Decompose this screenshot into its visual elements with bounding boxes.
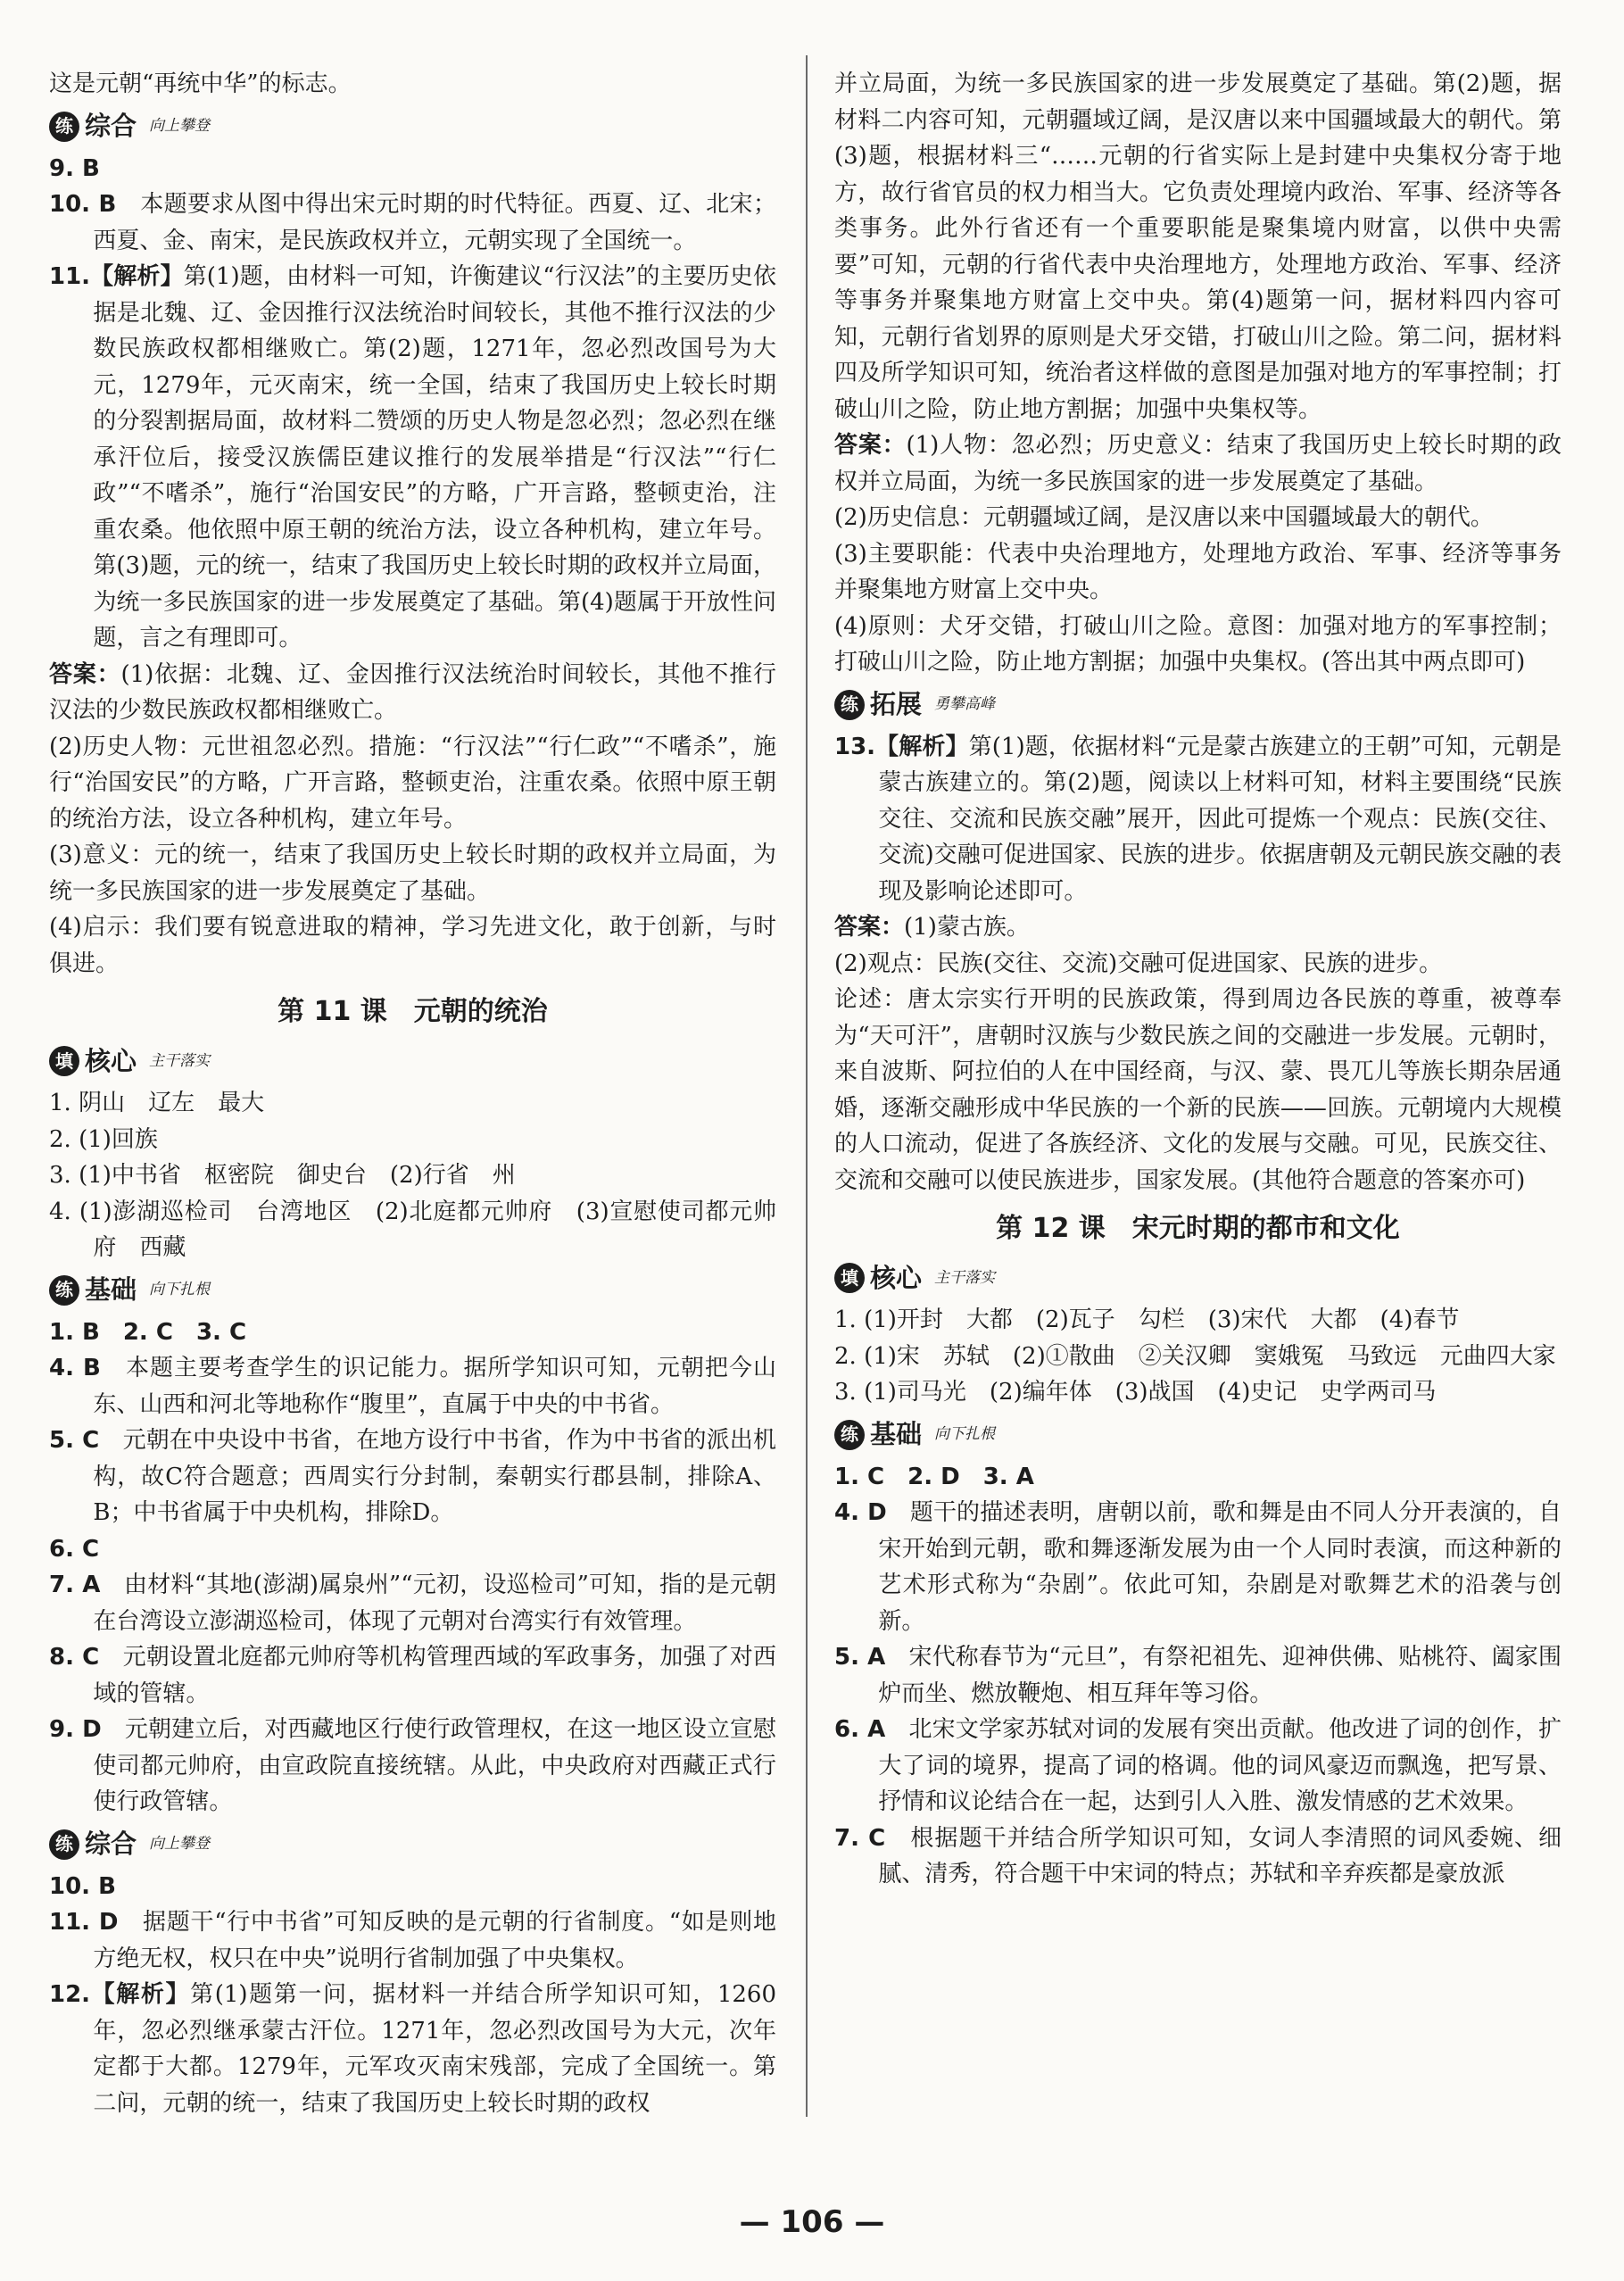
item-text: 第(1)题，由材料一可知，许衡建议“行汉法”的主要历史依据是北魏、辽、金因推行汉法统治时间较长，其他不推行汉法的少数民族政权都相继败亡。第(2)题，1271年，忽必烈改国号为大元，1279年，元灭南宋，统一全国，结束了我国历史上较长时期的分裂割据局面，故材料二赞颂的历史人物是忽必烈；忽必烈在继承汗位后，接受汉族儒臣建议推行的发展举措是“行汉法”“行仁政”“不嗜杀”，施行“治国安民”的方略，广开言路，整顿吏治，注重农桑。他依照中原王朝的统治方法，设立各种机构，建立年号。第(3)题，元的统一，结束了我国历史上较长时期的政权并立局面，为统一多民族国家的进一步发展奠定了基础。第(4)题属于开放性问题，言之有理即可。 xyxy=(93,263,776,651)
item-number: 9. B xyxy=(49,154,100,182)
answer-text: (1)蒙古族。 xyxy=(904,914,1030,941)
analysis-tag: 【解析】 xyxy=(875,733,969,760)
answer-item xyxy=(49,1712,776,1821)
item-text: 本题要求从图中得出宋元时期的时代特征。西夏、辽、北宋；西夏、金、南宋，是民族政权并立，元朝实现了全国统一。 xyxy=(93,191,776,254)
section-title: 核心 xyxy=(85,1045,137,1076)
answer-item xyxy=(49,1639,776,1712)
item-text: 题干的描述表明，唐朝以前，歌和舞是由不同人分开表演的，自宋开始到元朝，歌和舞逐渐发展为由一个人同时表演，而这种新的艺术形式称为“杂剧”。依此可知，杂剧是对歌舞艺术的沿袭与创新。 xyxy=(878,1499,1562,1635)
lesson-title: 第 12 课 宋元时期的都市和文化 xyxy=(996,1213,1400,1244)
item-number: 6. A xyxy=(834,1716,886,1743)
fill-badge-icon: 填 xyxy=(49,1046,79,1076)
item-number: 9. D xyxy=(49,1716,102,1743)
answer-line: 1. (1)开封 大都 (2)瓦子 勾栏 (3)宋代 大都 (4)春节 xyxy=(834,1306,1460,1333)
item-number: 5. C xyxy=(49,1427,100,1454)
answer-line: (3)意义：元的统一，结束了我国历史上较长时期的政权并立局面，为统一多民族国家的进一步发展奠定了基础。 xyxy=(49,842,776,905)
item-number: 5. A xyxy=(834,1644,886,1671)
item-text: 本题主要考查学生的识记能力。据所学知识可知，元朝把今山东、山西和河北等地称作“腹里”，直属于中央的中书省。 xyxy=(93,1355,776,1418)
item-number: 8. C xyxy=(49,1644,100,1671)
item-number: 7. C xyxy=(834,1824,886,1852)
text-line: 这是元朝“再统中华”的标志。 xyxy=(49,71,352,97)
item-text: 第(1)题，依据材料“元是蒙古族建立的王朝”可知，元朝是蒙古族建立的。第(2)题，阅读以上材料可知，材料主要围绕“民族交往、交流和民族交融”展开，因此可提炼一个观点：民族(交往、交流)交融可促进国家、民族的进步。依据唐朝及元朝民族交融的表现及影响论述即可。 xyxy=(878,733,1562,905)
answer-line xyxy=(834,427,1562,500)
practice-badge-icon: 练 xyxy=(49,112,79,142)
text-line: 并立局面，为统一多民族国家的进一步发展奠定了基础。第(2)题，据材料二内容可知，元朝疆域辽阔，是汉唐以来中国疆域最大的朝代。第(3)题，根据材料三“……元朝的行省实际上是封建中央集权分寄于地方，故行省官员的权力相当大。它负责处理境内政治、军事、经济等各类事务。此外行省还有一个重要职能是聚集境内财富，以供中央需要”可知，元朝的行省代表中央治理地方，处理地方政治、军事、经济等事务并聚集地方财富上交中央。第(4)题第一问，据材料四内容可知，元朝行省划界的原则是犬牙交错，打破山川之险。第二问，据材料四及所学知识可知，统治者这样做的意图是加强对地方的军事控制；打破山川之险，防止地方割据；加强中央集权等。 xyxy=(834,71,1562,423)
item-number: 4. B xyxy=(49,1355,101,1381)
section-title: 核心 xyxy=(870,1262,923,1293)
answer-line: (2)历史人物：元世祖忽必烈。措施：“行汉法”“行仁政”“不嗜杀”，施行“治国安民”的方略，广开言路，整顿吏治，注重农桑。依照中原王朝的统治方法，设立各种机构，建立年号。 xyxy=(49,733,776,833)
item-number: 7. A xyxy=(49,1572,101,1598)
answer-item xyxy=(834,1495,1562,1639)
answer-text: (1)人物：忽必烈；历史意义：结束了我国历史上较长时期的政权并立局面，为统一多民族国家的进一步发展奠定了基础。 xyxy=(834,432,1562,495)
answer-line: 2. (1)宋 苏轼 (2)①散曲 ②关汉卿 窦娥冤 马致远 元曲四大家 xyxy=(834,1342,1556,1370)
answer-line xyxy=(834,909,1562,946)
item-number: 12. xyxy=(49,1981,91,2008)
section-title: 综合 xyxy=(85,111,137,142)
answer-line: 1. B 2. C 3. C xyxy=(49,1318,247,1346)
section-subtitle: 向上攀登 xyxy=(149,1835,211,1854)
analysis-tag: 【解析】 xyxy=(90,263,184,290)
left-column xyxy=(49,66,776,2121)
section-header-hexin xyxy=(49,1041,776,1082)
section-subtitle: 向上攀登 xyxy=(149,117,211,136)
item-number: 10. B xyxy=(49,1872,116,1900)
answer-text: (1)依据：北魏、辽、金因推行汉法统治时间较长，其他不推行汉法的少数民族政权都相继败亡。 xyxy=(49,660,776,724)
answer-line: 论述：唐太宗实行开明的民族政策，得到周边各民族的尊重，被尊奉为“天可汗”，唐朝时汉族与少数民族之间的交融进一步发展。元朝时，来自波斯、阿拉伯的人在中国经商，与汉、蒙、畏兀儿等族长期杂居通婚，逐渐交融形成中华民族的一个新的民族——回族。元朝境内大规模的人口流动，促进了各族经济、文化的发展与交融。可见，民族交往、交流和交融可以使民族进步，国家发展。(其他符合题意的答案亦可) xyxy=(834,986,1562,1194)
page-number: — 106 — xyxy=(739,2204,885,2240)
answer-item xyxy=(49,1567,776,1639)
practice-badge-icon: 练 xyxy=(834,1420,865,1450)
practice-badge-icon: 练 xyxy=(834,690,865,720)
answer-line: (2)历史信息：元朝疆域辽阔，是汉唐以来中国疆域最大的朝代。 xyxy=(834,504,1494,531)
item-text: 元朝建立后，对西藏地区行使行政管理权，在这一地区设立宣慰使司都元帅府，由宣政院直接统辖。从此，中央政府对西藏正式行使行政管辖。 xyxy=(93,1716,776,1815)
answer-line: (4)原则：犬牙交错，打破山川之险。意图：加强对地方的军事控制；打破山川之险，防止地方割据；加强中央集权。(答出其中两点即可) xyxy=(834,612,1562,676)
answer-line: 2. (1)回族 xyxy=(49,1125,158,1153)
answer-line: 4. (1)澎湖巡检司 台湾地区 (2)北庭都元帅府 (3)宣慰使司都元帅府 西藏 xyxy=(49,1198,776,1261)
item-text: 据题干“行中书省”可知反映的是元朝的行省制度。“如是则地方绝无权，权只在中央”说明行省制加强了中央集权。 xyxy=(93,1909,776,1972)
answer-item xyxy=(49,259,776,657)
answer-item xyxy=(834,729,1562,910)
section-subtitle: 向下扎根 xyxy=(934,1425,996,1444)
fill-badge-icon: 填 xyxy=(834,1263,865,1293)
lesson-title: 第 11 课 元朝的统治 xyxy=(278,996,548,1027)
analysis-tag: 【解析】 xyxy=(90,1981,191,2008)
section-subtitle: 勇攀高峰 xyxy=(934,695,996,714)
item-text: 元朝在中央设中书省，在地方设行中书省，作为中书省的派出机构，故C符合题意；西周实行分封制，秦朝实行郡县制，排除A、B；中书省属于中央机构，排除D。 xyxy=(93,1427,776,1526)
answer-line: (2)观点：民族(交往、交流)交融可促进国家、民族的进步。 xyxy=(834,950,1443,977)
section-header-zonghe xyxy=(49,106,776,147)
item-number: 10. B xyxy=(49,191,117,218)
answer-label: 答案： xyxy=(834,432,907,459)
column-divider xyxy=(806,55,808,2117)
item-text: 北宋文学家苏轼对词的发展有突出贡献。他改进了词的创作，扩大了词的境界，提高了词的格调。他的词风豪迈而飘逸，把写景、抒情和议论结合在一起，达到引人入胜、激发情感的艺术效果。 xyxy=(878,1716,1562,1815)
answer-item xyxy=(834,1821,1562,1893)
answer-item xyxy=(49,151,776,187)
section-subtitle: 主干落实 xyxy=(149,1051,211,1070)
practice-badge-icon: 练 xyxy=(49,1829,79,1860)
answer-item xyxy=(49,1904,776,1977)
answer-page xyxy=(49,66,1593,2190)
item-number: 11. D xyxy=(49,1909,119,1936)
answer-line: (4)启示：我们要有锐意进取的精神，学习先进文化，敢于创新，与时俱进。 xyxy=(49,914,776,977)
answer-label: 答案： xyxy=(834,914,905,941)
item-text: 根据题干并结合所学知识可知，女词人李清照的词风委婉、细腻、清秀，符合题干中宋词的特点；苏轼和辛弃疾都是豪放派 xyxy=(878,1824,1562,1887)
answer-item xyxy=(834,1712,1562,1821)
section-subtitle: 向下扎根 xyxy=(149,1281,211,1299)
answer-line: 3. (1)司马光 (2)编年体 (3)战国 (4)史记 史学两司马 xyxy=(834,1379,1437,1406)
practice-badge-icon: 练 xyxy=(49,1275,79,1306)
section-header-hexin xyxy=(834,1257,1562,1298)
answer-item xyxy=(49,187,776,259)
item-text: 宋代称春节为“元旦”，有祭祀祖先、迎神供佛、贴桃符、阖家围炉而坐、燃放鞭炮、相互拜年等习俗。 xyxy=(878,1644,1562,1707)
answer-item xyxy=(49,1350,776,1423)
item-number: 4. D xyxy=(834,1499,887,1526)
item-number: 13. xyxy=(834,733,876,760)
section-subtitle: 主干落实 xyxy=(934,1268,996,1287)
section-title: 综合 xyxy=(85,1829,137,1860)
section-title: 基础 xyxy=(85,1274,137,1306)
right-column xyxy=(834,66,1562,1893)
answer-label: 答案： xyxy=(49,660,121,688)
answer-line: 3. (1)中书省 枢密院 御史台 (2)行省 州 xyxy=(49,1162,516,1189)
item-number: 11. xyxy=(49,263,91,290)
item-text: 元朝设置北庭都元帅府等机构管理西域的军政事务，加强了对西域的管辖。 xyxy=(93,1644,776,1707)
section-header-jichu xyxy=(834,1414,1562,1456)
answer-line: (3)主要职能：代表中央治理地方，处理地方政治、军事、经济等事务并聚集地方财富上交中央。 xyxy=(834,540,1562,603)
item-number: 6. C xyxy=(49,1535,100,1563)
answer-item xyxy=(49,1423,776,1531)
section-title: 基础 xyxy=(870,1419,923,1450)
section-title: 拓展 xyxy=(870,689,923,720)
item-text: 由材料“其地(澎湖)属泉州”“元初，设巡检司”可知，指的是元朝在台湾设立澎湖巡检司，体现了元朝对台湾实行有效管理。 xyxy=(93,1572,776,1635)
answer-item xyxy=(49,1531,776,1568)
section-header-jichu xyxy=(49,1270,776,1311)
answer-item xyxy=(834,1639,1562,1712)
answer-item xyxy=(49,1977,776,2121)
answer-line: 1. C 2. D 3. A xyxy=(834,1463,1034,1490)
answer-line xyxy=(49,657,776,729)
answer-item xyxy=(49,1869,776,1905)
answer-line: 1. 阴山 辽左 最大 xyxy=(49,1090,265,1116)
section-header-zonghe-2 xyxy=(49,1824,776,1865)
item-text: 第(1)题第一问，据材料一并结合所学知识可知，1260年，忽必烈继承蒙古汗位。1271年，忽必烈改国号为大元，次年定都于大都。1279年，元军攻灭南宋残部，完成了全国统一。第二问，元朝的统一，结束了我国历史上较长时期的政权 xyxy=(93,1981,776,2117)
section-header-tuozhan xyxy=(834,684,1562,726)
